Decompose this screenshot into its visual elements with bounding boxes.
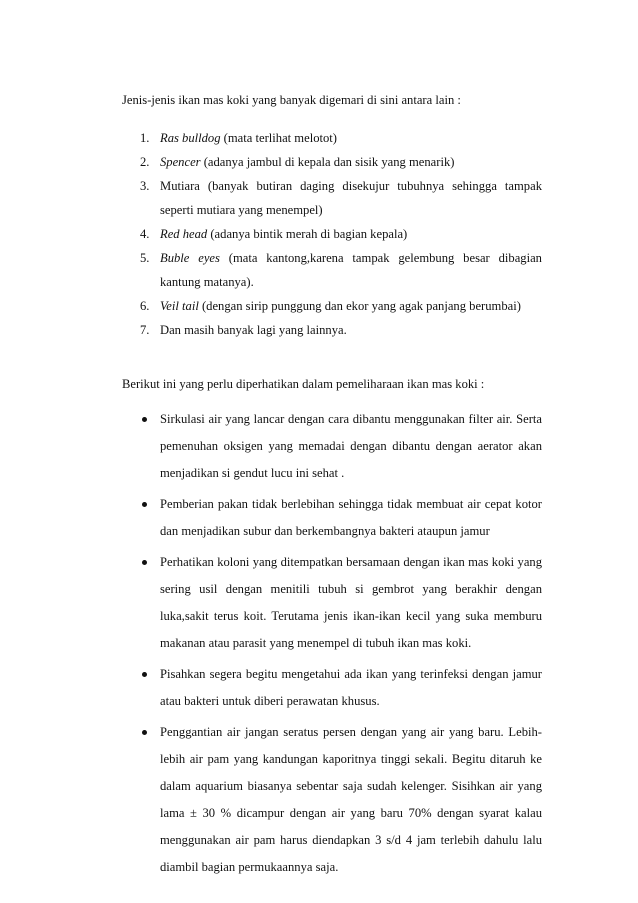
care-intro: Berikut ini yang perlu diperhatikan dalam pemeliharaan ikan mas koki :	[122, 377, 485, 391]
list-item	[122, 294, 542, 318]
variety-name: Buble eyes	[160, 251, 220, 265]
item-number: 7.	[140, 323, 150, 337]
list-item	[122, 406, 542, 487]
list-item	[122, 246, 542, 294]
item-number: 2.	[140, 155, 150, 169]
care-text: Perhatikan koloni yang ditempatkan bersamaan dengan ikan mas koki yang sering usil dengan menitili tubuh si gembrot yang berakhir dengan luka,sakit terus koit. Terutama jenis ikan-ikan kecil yang suka memburu makanan atau parasit yang menempel di tubuh ikan mas koki.	[160, 555, 542, 650]
bullet-icon	[142, 730, 147, 735]
variety-desc: (adanya bintik merah di bagian kepala)	[207, 227, 408, 241]
list-item	[122, 318, 542, 342]
list-item	[122, 661, 542, 715]
variety-desc: Mutiara (banyak butiran daging disekujur tubuhnya sehingga tampak seperti mutiara yang menempel)	[160, 179, 542, 217]
item-number: 4.	[140, 227, 150, 241]
variety-desc: (adanya jambul di kepala dan sisik yang menarik)	[200, 155, 455, 169]
care-text: Pemberian pakan tidak berlebihan sehingga tidak membuat air cepat kotor dan menjadikan subur dan berkembangnya bakteri ataupun jamur	[160, 497, 542, 538]
variety-desc: (mata terlihat melotot)	[220, 131, 337, 145]
care-text: Penggantian air jangan seratus persen dengan yang air yang baru. Lebih-lebih air pam yang kandungan kaporitnya tinggi sekali. Begitu ditaruh ke dalam aquarium biasanya sebentar saja sudah kelenger. Sisihkan air yang lama ± 30 % dicampur dengan air yang baru 70% dengan syarat kalau menggunakan air pam harus diendapkan 3 s/d 4 jam terlebih dahulu lalu diambil bagian permukaannya saja.	[160, 725, 542, 874]
variety-desc: Dan masih banyak lagi yang lainnya.	[160, 323, 347, 337]
care-text: Pisahkan segera begitu mengetahui ada ikan yang terinfeksi dengan jamur atau bakteri untuk diberi perawatan khusus.	[160, 667, 542, 708]
variety-name: Veil tail	[160, 299, 199, 313]
bullet-icon	[142, 560, 147, 565]
variety-desc: (mata kantong,karena tampak gelembung besar dibagian kantung matanya).	[160, 251, 542, 289]
varieties-list	[122, 126, 542, 342]
item-number: 6.	[140, 299, 150, 313]
care-text: Sirkulasi air yang lancar dengan cara dibantu menggunakan filter air. Serta pemenuhan oksigen yang memadai dengan dibantu dengan aerator akan menjadikan si gendut lucu ini sehat .	[160, 412, 542, 480]
bullet-icon	[142, 417, 147, 422]
list-item	[122, 174, 542, 222]
list-item	[122, 549, 542, 657]
variety-desc: (dengan sirip punggung dan ekor yang agak panjang berumbai)	[198, 299, 521, 313]
variety-name: Spencer	[160, 155, 201, 169]
list-item	[122, 491, 542, 545]
care-list	[122, 406, 542, 885]
varieties-intro: Jenis-jenis ikan mas koki yang banyak digemari di sini antara lain :	[122, 93, 461, 107]
item-number: 3.	[140, 179, 150, 193]
item-number: 5.	[140, 251, 150, 265]
list-item	[122, 126, 542, 150]
bullet-icon	[142, 502, 147, 507]
list-item	[122, 719, 542, 881]
item-number: 1.	[140, 131, 150, 145]
bullet-icon	[142, 672, 147, 677]
list-item	[122, 222, 542, 246]
variety-name: Ras bulldog	[160, 131, 221, 145]
variety-name: Red head	[160, 227, 208, 241]
list-item	[122, 150, 542, 174]
